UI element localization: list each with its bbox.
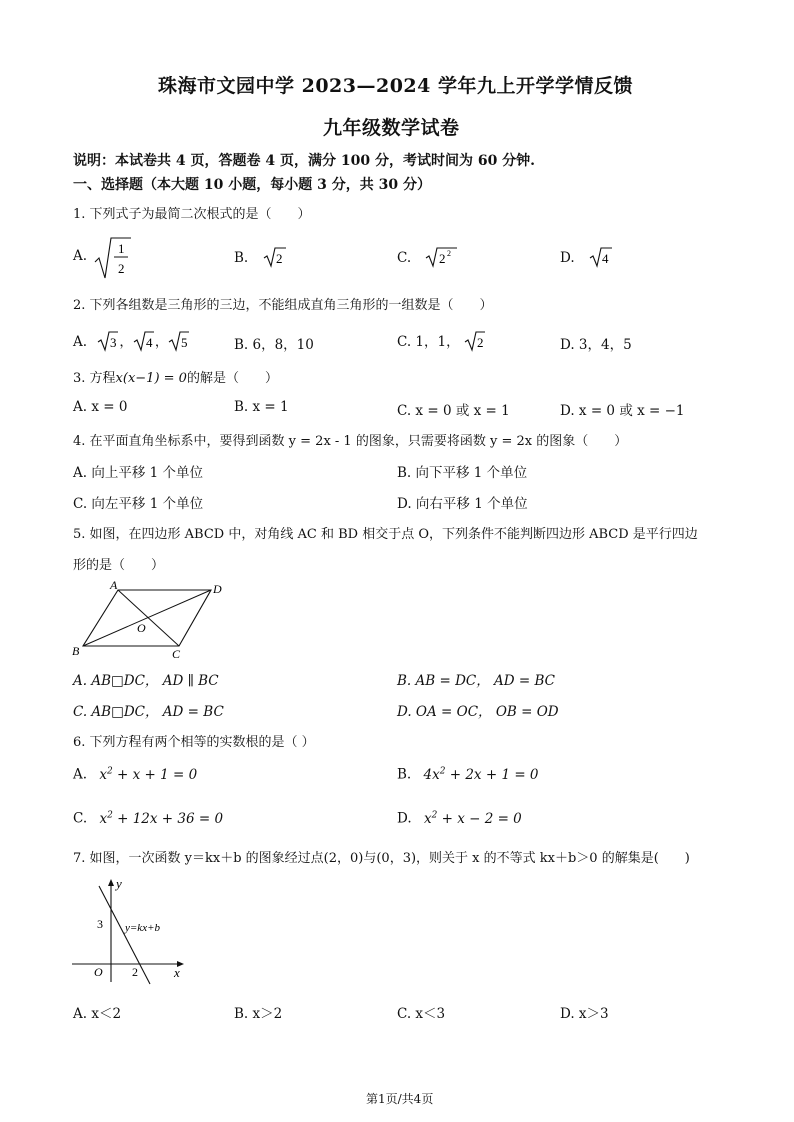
section-heading: 一、选择题（本大题 10 小题，每小题 3 分，共 30 分） (73, 177, 431, 193)
q2-sqrt-4 (133, 330, 155, 352)
q7-option-a: A. x＜2 (73, 1006, 122, 1022)
q5-label-a: A (110, 580, 118, 592)
q2-sqrt-3 (97, 330, 119, 352)
q1-option-c (397, 246, 459, 268)
q1-sqrt-4 (589, 246, 613, 268)
question-7-stem: 7. 如图，一次函数 y＝kx＋b 的图象经过点(2，0)与(0，3)，则关于 x 的不等式 kx＋b＞0 的解集是( ) (73, 851, 690, 866)
q2-a3: 5 (181, 335, 188, 350)
q1-c-base: 2 (439, 251, 446, 266)
q7-origin-label: O (94, 965, 103, 979)
q6-a-base: x (99, 766, 107, 783)
q5-parallelogram-figure (68, 580, 238, 660)
q5-option-a: A. AB□DC， AD ∥ BC (73, 673, 219, 689)
q1-sqrt-2-squared (425, 246, 459, 268)
q3-option-c: C. x = 0 或 x = 1 (397, 403, 510, 419)
q5-label-c: C (172, 647, 181, 660)
page-subtitle: 九年级数学试卷 (323, 117, 460, 139)
q1-option-c-label: C. (397, 250, 412, 266)
q6-option-c-eq (99, 811, 223, 827)
q6-option-a (73, 766, 197, 783)
q4-option-c: C. 向左平移 1 个单位 (73, 496, 204, 512)
q7-y-label: y (116, 876, 122, 891)
exam-note: 说明：本试卷共 4 页，答题卷 4 页，满分 100 分，考试时间为 60 分钟. (73, 153, 536, 169)
q3-option-b: B. x = 1 (234, 399, 289, 415)
q1-option-d (560, 246, 613, 268)
q6-b-base: 4x (423, 766, 440, 783)
q2-sqrt-2 (464, 330, 486, 352)
q1-option-b-label: B. (234, 250, 249, 266)
q6-b-rest: + 2x + 1 = 0 (445, 766, 539, 783)
q6-c-exp: 2 (107, 810, 113, 820)
q2-option-c-label: C. 1，1， (397, 334, 460, 350)
q7-function-line (99, 886, 150, 984)
page-title: 珠海市文园中学 2023—2024 学年九上开学学情反馈 (158, 75, 633, 97)
q6-option-b-eq (424, 767, 539, 783)
q2-a1: 3 (110, 335, 117, 350)
q1-sqrt-fraction (93, 236, 133, 280)
q1-c-exponent: 2 (447, 249, 452, 258)
q5-option-c: C. AB□DC， AD = BC (73, 704, 224, 720)
q7-x-label: x (174, 965, 180, 980)
q7-linear-function-graph (68, 872, 198, 992)
q1-frac-num: 1 (118, 241, 125, 256)
q3-stem-post: 的解是（ ） (186, 371, 278, 386)
q6-a-rest: + x + 1 = 0 (112, 766, 198, 783)
q6-option-d-eq (424, 811, 522, 827)
q1-sqrt-2 (263, 246, 287, 268)
q6-a-exp: 2 (106, 766, 113, 776)
q4-option-b: B. 向下平移 1 个单位 (397, 465, 528, 481)
q7-y-axis-arrow (108, 879, 114, 886)
q3-option-d: D. x = 0 或 x = −1 (560, 403, 685, 419)
q4-option-d: D. 向右平移 1 个单位 (397, 496, 528, 512)
q5-diagonal-ac (118, 590, 179, 646)
q6-d-base: x (423, 810, 432, 827)
q2-sqrt-5 (168, 330, 190, 352)
q7-option-c: C. x＜3 (397, 1006, 446, 1022)
q6-option-d (397, 810, 522, 827)
q1-d-radicand: 4 (601, 251, 609, 266)
q5-option-d: D. OA = OC， OB = OD (397, 704, 559, 720)
q6-c-base: x (99, 810, 108, 827)
q1-option-a-label: A. (73, 248, 88, 264)
q2-a2: 4 (145, 335, 153, 350)
q2-option-d: D. 3，4，5 (560, 337, 632, 353)
q5-diagonal-bd (83, 590, 211, 646)
q5-option-b: B. AB = DC， AD = BC (397, 673, 555, 689)
q5-label-b: B (72, 644, 80, 658)
question-5-stem-line2: 形的是（ ） (73, 558, 165, 573)
q2-sep-1: ， (119, 334, 133, 350)
question-5-stem-line1: 5. 如图，在四边形 ABCD 中，对角线 AC 和 BD 相交于点 O，下列条件不能判断四边形 ABCD 是平行四边 (73, 527, 698, 542)
question-3-stem (73, 367, 278, 386)
q6-d-exp: 2 (431, 810, 438, 820)
q4-option-a: A. 向上平移 1 个单位 (73, 465, 204, 481)
q2-option-a (73, 330, 190, 352)
page-number: 第1页/共4页 (366, 1092, 434, 1106)
q1-option-b (234, 246, 287, 268)
q6-option-b-label: B. (397, 766, 412, 783)
q5-label-d: D (213, 582, 222, 596)
q7-option-b: B. x＞2 (234, 1006, 283, 1022)
q1-option-d-label: D. (560, 250, 575, 266)
q7-x-intercept-label: 2 (132, 965, 138, 979)
q7-y-intercept-label: 3 (97, 917, 103, 931)
q6-c-rest: + 12x + 36 = 0 (112, 810, 224, 827)
q2-option-a-label: A. (73, 334, 88, 350)
q6-option-c-label: C. (73, 810, 88, 827)
q6-option-d-label: D. (397, 810, 412, 827)
question-4-stem: 4. 在平面直角坐标系中，要得到函数 y = 2x - 1 的图象，只需要将函数 y = 2x 的图象（ ） (73, 434, 628, 449)
q7-line-label: y=kx+b (125, 922, 160, 934)
q7-option-d: D. x＞3 (560, 1006, 609, 1022)
q6-option-c (73, 810, 223, 827)
q6-option-a-label: A. (73, 766, 88, 783)
q3-option-a: A. x = 0 (73, 399, 128, 415)
q2-option-c (397, 330, 486, 352)
q2-option-b: B. 6，8，10 (234, 337, 314, 353)
q6-option-b (397, 766, 539, 783)
q6-b-exp: 2 (439, 766, 446, 776)
q3-equation: x(x−1) = 0 (115, 371, 187, 386)
q5-label-o: O (137, 621, 146, 635)
q1-b-radicand: 2 (275, 251, 283, 266)
q1-frac-den: 2 (118, 261, 125, 276)
question-1-stem: 1. 下列式子为最简二次根式的是（ ） (73, 207, 311, 222)
question-2-stem: 2. 下列各组数是三角形的三边，不能组成直角三角形的一组数是（ ） (73, 298, 493, 313)
q2-c-radicand: 2 (476, 335, 484, 350)
q6-d-rest: + x − 2 = 0 (437, 810, 522, 827)
q6-option-a-eq (99, 767, 197, 783)
q2-sep-2: ， (154, 334, 169, 350)
q3-stem-pre: 3. 方程 (73, 371, 116, 386)
question-6-stem: 6. 下列方程有两个相等的实数根的是（ ） (73, 735, 315, 750)
